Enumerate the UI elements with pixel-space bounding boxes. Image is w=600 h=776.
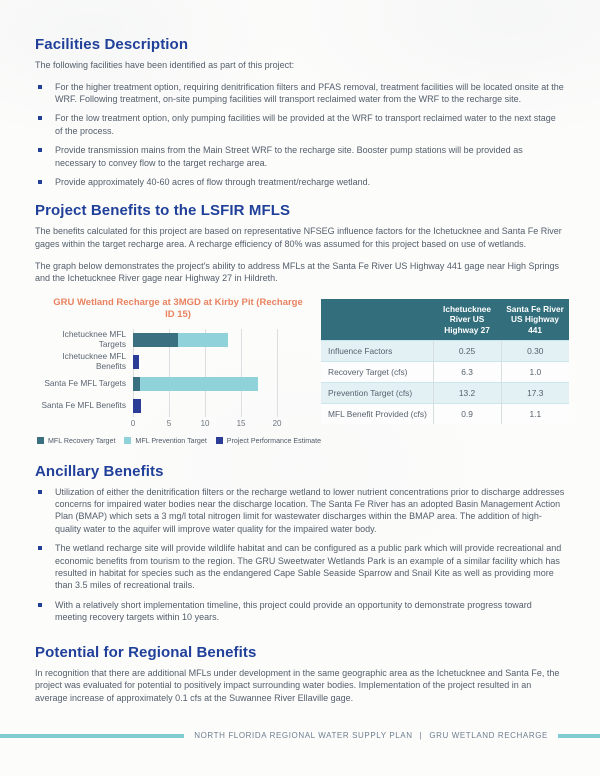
regional-paragraph: In recognition that there are additional MFLs under development in the same geographic area as the Ichetucknee and Santa Fe, the project was evaluated for potential to positively impact surrounding water bodies. Implementation of the project resulted in an average increase of approximately 0.1 cfs at the Suwannee River Ellaville gage.	[35, 667, 560, 703]
chart-and-table-block	[35, 297, 565, 445]
regional-heading: Potential for Regional Benefits	[35, 643, 257, 661]
chart-row	[35, 395, 321, 417]
list-item	[35, 112, 565, 137]
x-axis-tick-label: 0	[130, 418, 136, 428]
x-axis-tick-label: 5	[166, 418, 172, 428]
facilities-intro: The following facilities have been identified as part of this project:	[35, 60, 295, 70]
legend-swatch-icon	[124, 437, 131, 444]
cell-value: 1.1	[501, 403, 569, 424]
bullet-square-icon	[38, 148, 42, 152]
bullet-text: Utilization of either the denitrification filters or the recharge wetland to lower nutrient concentrations prior to discharge addresses concerns for impaired water bodies near the discharge location. The Santa Fe River has an adopted Basin Management Action Plan (BMAP) which sets a 3 mg/l total nitrogen limit for wastewater discharges within the BMAP area. The addition of high-quality water to the aquifer will improve water quality for the impaired water body.	[55, 486, 565, 534]
list-item	[35, 144, 565, 169]
legend-item	[37, 437, 115, 445]
table-row	[321, 340, 569, 361]
project-benefits-paragraph: The benefits calculated for this project are based on representative NFSEG influence factors for the Ichetucknee and Santa Fe River gages within the target recharge area. A recharge efficiency of 80% was assumed for this project based on use of wetlands.	[35, 226, 562, 250]
table-header-cell-blank	[321, 299, 433, 341]
bullet-square-icon	[38, 180, 42, 184]
bullet-square-icon	[38, 490, 42, 494]
table-row	[321, 403, 569, 424]
chart-category-label: Ichetucknee MFL Benefits	[62, 351, 126, 371]
list-item	[35, 81, 565, 106]
x-axis-tick-label: 15	[236, 418, 246, 428]
legend-label: Project Performance Estimate	[226, 436, 322, 445]
legend-item	[124, 437, 206, 445]
table-row	[321, 361, 569, 382]
benefits-table	[321, 299, 569, 424]
legend-item	[216, 437, 321, 445]
x-axis-tick-label: 10	[200, 418, 210, 428]
chart-bar-track	[133, 399, 277, 413]
chart-bar-segment	[140, 377, 257, 391]
bullet-square-icon	[38, 546, 42, 550]
chart-category-label: Ichetucknee MFL Targets	[62, 329, 126, 349]
ancillary-heading: Ancillary Benefits	[35, 462, 164, 480]
bullet-text: For the higher treatment option, requiring denitrification filters and PFAS removal, treatment facilities will be located onsite at the WRF. Following treatment, on-site pumping facilities will transport reclaimed water from the WRF to the recharge site.	[55, 81, 564, 104]
list-item	[35, 599, 565, 624]
chart-legend	[37, 437, 321, 445]
cell-value: 17.3	[501, 382, 569, 403]
table-header-row	[321, 299, 569, 341]
chart-bar-segment	[133, 355, 139, 369]
chart-x-axis	[130, 417, 282, 430]
chart-row	[35, 329, 321, 351]
chart-bar-track	[133, 333, 277, 347]
footer-text	[194, 731, 548, 740]
ancillary-bullet-list	[35, 486, 565, 624]
chart-bar-track	[133, 377, 277, 391]
chart-bar-segment	[133, 399, 141, 413]
section-project-benefits	[35, 202, 565, 444]
bullet-square-icon	[38, 116, 42, 120]
list-item	[35, 486, 565, 536]
footer-separator: |	[419, 731, 423, 740]
legend-label: MFL Recovery Target	[48, 436, 116, 445]
section-regional-benefits	[35, 644, 565, 705]
table-row	[321, 382, 569, 403]
mfl-bar-chart	[35, 297, 321, 445]
project-benefits-paragraph: The graph below demonstrates the project's ability to address MFLs at the Santa Fe River US Highway 441 gage near High Springs and the Ichetucknee River gage near Highway 27 in Hildreth.	[35, 260, 559, 284]
legend-swatch-icon	[37, 437, 44, 444]
cell-value: 0.30	[501, 340, 569, 361]
bullet-square-icon	[38, 85, 42, 89]
legend-swatch-icon	[216, 437, 223, 444]
cell-value: 13.2	[433, 382, 501, 403]
bullet-text: The wetland recharge site will provide wildlife habitat and can be configured as a public park which will provide recreational and economic benefits from tourism to the region. The GRU Sweetwater Wetlands Park is an example of a similar facility which has resulted in habitat for species such as the endangered Cape Sable Seaside Sparrow and Snail Kite as well as providing more than 3.5 miles of recreational trails.	[55, 543, 562, 591]
facilities-heading: Facilities Description	[35, 36, 189, 53]
row-label: Influence Factors	[321, 340, 433, 361]
chart-category-label: Santa Fe MFL Benefits	[41, 400, 126, 410]
legend-label: MFL Prevention Target	[135, 436, 207, 445]
chart-bar-track	[133, 355, 277, 369]
chart-rows	[35, 329, 321, 417]
table-header-cell-santa-fe: Santa Fe River US Highway 441	[501, 299, 569, 341]
list-item	[35, 176, 565, 188]
chart-bar-segment	[133, 377, 140, 391]
footer-rule-right	[558, 734, 600, 738]
chart-row	[35, 351, 321, 373]
chart-bar-segment	[133, 333, 178, 347]
table-header-cell-ichetucknee: Ichetucknee River US Highway 27	[433, 299, 501, 341]
row-label: Prevention Target (cfs)	[321, 382, 433, 403]
bullet-text: Provide approximately 40-60 acres of flow through treatment/recharge wetland.	[55, 177, 371, 188]
chart-body	[35, 329, 321, 417]
bullet-text: Provide transmission mains from the Main Street WRF to the recharge site. Booster pump stations will be provided as necessary to convey flow to the target recharge area.	[55, 145, 523, 168]
facilities-bullet-list	[35, 81, 565, 189]
x-axis-tick-label: 20	[272, 418, 282, 428]
section-facilities-description	[35, 36, 565, 188]
cell-value: 1.0	[501, 361, 569, 382]
bullet-text: For the low treatment option, only pumping facilities will be provided at the WRF to transport reclaimed water to the next stage of the process.	[55, 113, 556, 136]
cell-value: 0.9	[433, 403, 501, 424]
footer-plan-title: NORTH FLORIDA REGIONAL WATER SUPPLY PLAN	[194, 731, 413, 740]
project-benefits-heading: Project Benefits to the LSFIR MFLS	[35, 202, 291, 220]
chart-row	[35, 373, 321, 395]
row-label: Recovery Target (cfs)	[321, 361, 433, 382]
cell-value: 6.3	[433, 361, 501, 382]
list-item	[35, 542, 565, 592]
page-footer	[0, 731, 600, 740]
footer-project-title: GRU WETLAND RECHARGE	[429, 731, 548, 740]
section-ancillary-benefits	[35, 463, 565, 624]
bullet-text: With a relatively short implementation timeline, this project could provide an opportunity to demonstrate progress toward meeting recovery targets within 10 years.	[55, 599, 532, 623]
row-label: MFL Benefit Provided (cfs)	[321, 403, 433, 424]
cell-value: 0.25	[433, 340, 501, 361]
chart-bar-segment	[178, 333, 228, 347]
bullet-square-icon	[38, 603, 42, 607]
footer-rule-left	[0, 734, 184, 738]
chart-category-label: Santa Fe MFL Targets	[44, 378, 126, 388]
chart-title: GRU Wetland Recharge at 3MGD at Kirby Pit (Recharge ID 15)	[53, 296, 303, 320]
